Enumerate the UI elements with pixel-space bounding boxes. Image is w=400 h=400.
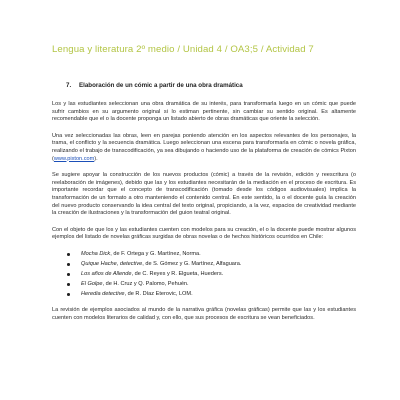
bullet-icon: [67, 283, 70, 286]
work-title: Los años de Allende: [81, 270, 132, 277]
paragraph-1: Los y las estudiantes seleccionan una obra dramática de su interés, para transformarla luego en un cómic que puede sufrir cambios en su argumento original si lo estiman pertinente, sin cambiar su sentido original. Es altamente recomendable que el o la docente proponga un listado abierto de obras dramáticas que oriente la selección.: [52, 101, 356, 123]
paragraph-4: Con el objeto de que los y las estudiantes cuenten con modelos para su creación, el o la docente puede mostrar algunos ejemplos del listado de novelas gráficas surgidas de obras novelas o de hechos históricos ocurridos en Chile:: [52, 226, 356, 241]
section-heading: [66, 82, 356, 89]
section-title-text: Elaboración de un cómic a partir de una obra dramática: [79, 82, 243, 89]
document-content: [52, 82, 356, 332]
page-header-title: Lengua y literatura 2º medio / Unidad 4 / OA3;5 / Actividad 7: [52, 44, 314, 55]
list-item: [67, 271, 356, 279]
list-item: [67, 261, 356, 269]
bullet-icon: [67, 293, 70, 296]
work-title: El Golpe: [81, 280, 103, 287]
work-details: , de F. Ortega y G. Martínez, Norma.: [110, 250, 201, 257]
paragraph-5: La revisión de ejemplos asociados al mundo de la narrativa gráfica (novelas gráficas) permite que las y los estudiantes cuenten con modelos literarios de calidad y, con ello, que sus procesos de escritura se vean beneficiados.: [52, 307, 356, 322]
paragraph-3: Se sugiere apoyar la construcción de los nuevos productos (cómic) a través de la revisión, edición y reescritura (o reelaboración de imágenes), debido que las y los estudiantes necesitarán de la mediación en el proceso de escritura. Es importante recordar que el concepto de transcodificación (tomado desde los códigos audiovisuales) implica la transformación de un formato a otro manteniendo el contenido central. En este sentido, la o el docente guía la creación del nuevo producto conservando la idea central del texto original, propiciando, a la vez, espacios de creatividad mediante la creación de ilustraciones y la transformación del guion teatral original.: [52, 172, 356, 217]
work-details: , de C. Reyes y R. Elgueta, Hueders.: [131, 270, 224, 277]
work-details: , de R. Díaz Eterovic, LOM.: [124, 290, 193, 297]
list-item: [67, 251, 356, 259]
paragraph-2: [52, 133, 356, 163]
list-item: [67, 281, 356, 289]
pixton-link[interactable]: www.pixton.com: [53, 155, 95, 162]
section-number: 7.: [66, 82, 72, 89]
paragraph-2-end: ).: [94, 155, 98, 162]
bullet-icon: [67, 263, 70, 266]
bullet-icon: [67, 273, 70, 276]
bullet-icon: [67, 253, 70, 256]
work-title: Mocha Dick: [81, 250, 111, 257]
paragraph-2-text: Una vez seleccionadas las obras, leen en parejas poniendo atención en los aspectos relevantes de los personajes, la trama, el conflicto y la secuencia dramática. Luego seleccionan una escena para transformarla en cómic o novela gráfica, realizando el trabajo de transcodificación, ya sea dibujando o haciendo uso de la plataforma de creación de cómics Pixton (: [52, 132, 356, 162]
work-title: Quique Hache, detective: [81, 260, 143, 267]
work-title: Heredia detective: [81, 290, 125, 297]
work-details: , de S. Gómez y G. Martínez, Alfaguara.: [142, 260, 242, 267]
work-details: , de H. Cruz y Q. Palomo, Pehuén.: [102, 280, 189, 287]
list-item: [67, 291, 356, 299]
graphic-novels-list: [52, 251, 356, 299]
